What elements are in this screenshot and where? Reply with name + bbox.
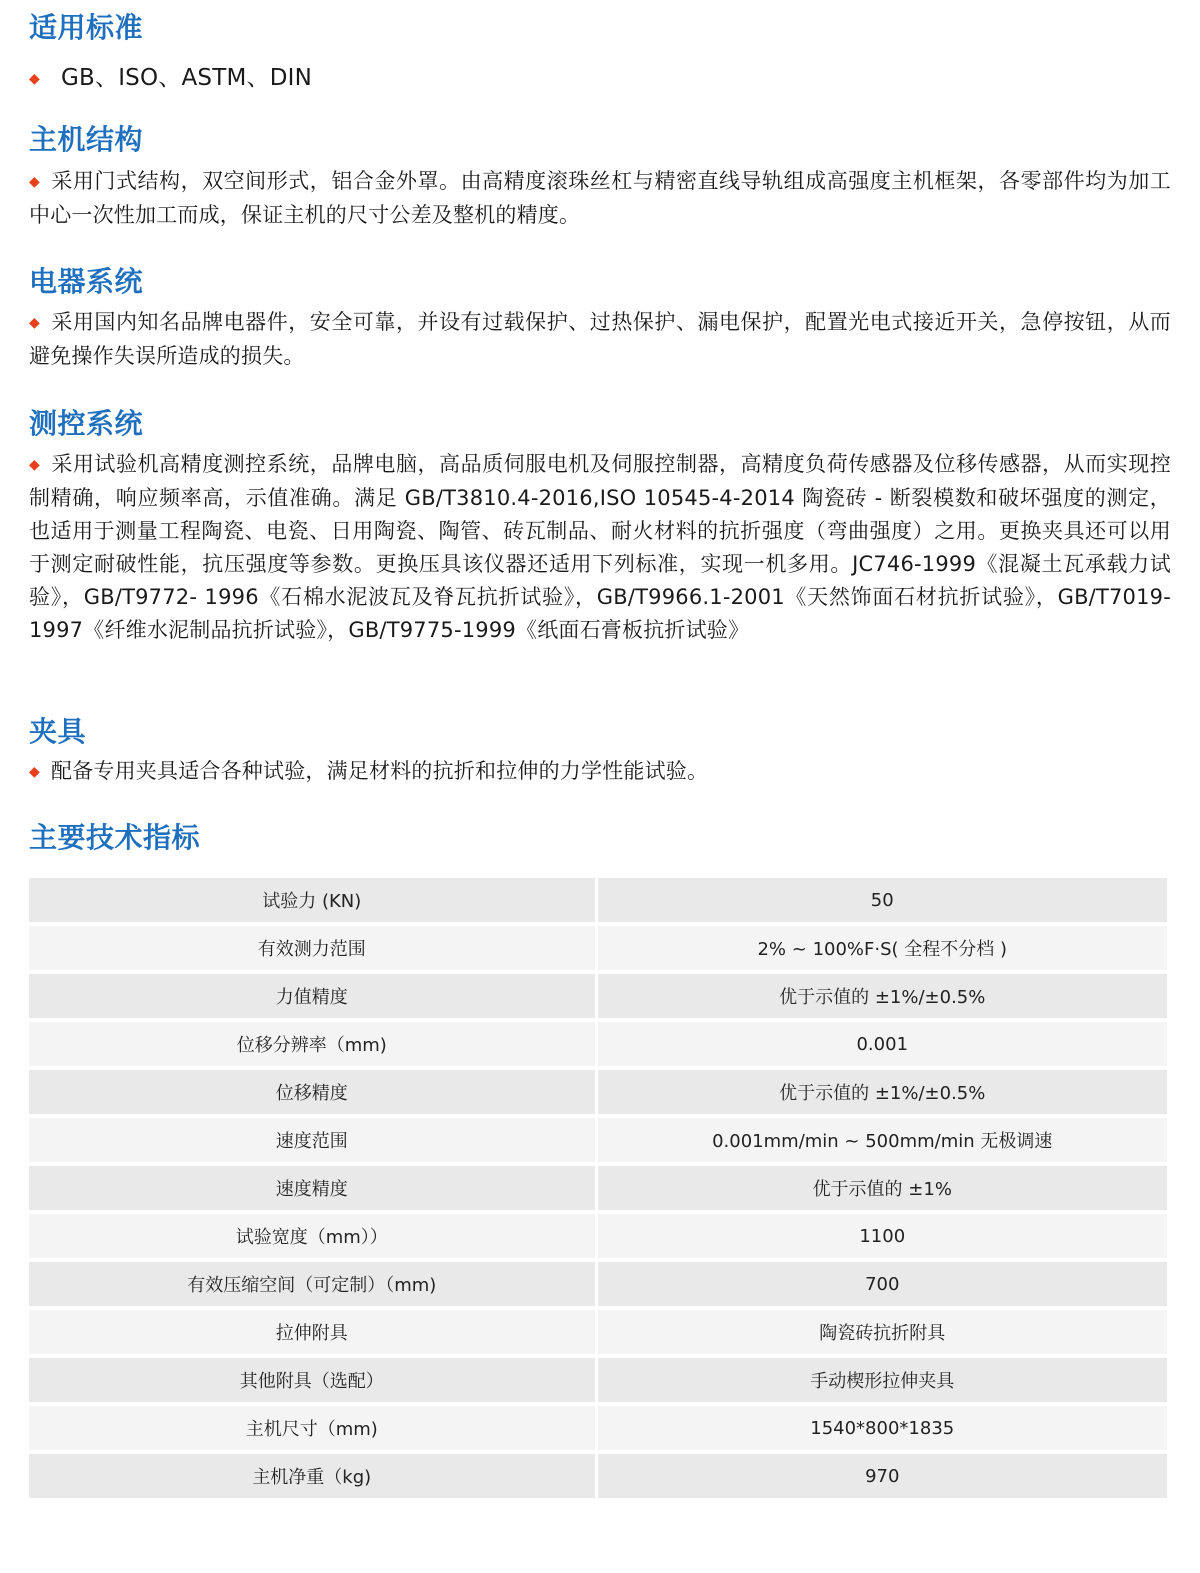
spec-value: 1540*800*1835 — [596, 1404, 1167, 1452]
spec-label: 位移精度 — [29, 1068, 596, 1116]
spec-label: 速度精度 — [29, 1164, 596, 1212]
spec-value: 0.001mm/min ~ 500mm/min 无极调速 — [596, 1116, 1167, 1164]
spec-value: 1100 — [596, 1212, 1167, 1260]
table-row — [29, 1212, 1167, 1260]
standards-heading: 适用标准 — [29, 11, 144, 44]
spec-label: 主机净重（kg) — [29, 1452, 596, 1500]
spec-value: 手动楔形拉伸夹具 — [596, 1356, 1167, 1404]
table-row — [29, 1404, 1167, 1452]
spec-label: 速度范围 — [29, 1116, 596, 1164]
control-description: 采用试验机高精度测控系统，品牌电脑，高品质伺服电机及伺服控制器，高精度负荷传感器及位移传感器，从而实现控制精确，响应频率高，示值准确。满足 GB/T3810.4-2016,ISO 10545-4-2014 陶瓷砖 - 断裂模数和破坏强度的测定，也适用于测量工程陶瓷、电瓷、日用陶瓷、陶管、砖瓦制品、耐火材料的抗折强度（弯曲强度）之用。更换夹具还可以用于测定耐破性能，抗压强度等参数。更换压具该仪器还适用下列标准，实现一机多用。JC746-1999《混凝土瓦承载力试验》，GB/T9772- 1996《石棉水泥波瓦及脊瓦抗折试验》，GB/T9966.1-2001《天然饰面石材抗折试验》，GB/T7019-1997《纤维水泥制品抗折试验》，GB/T9775-1999《纸面石膏板抗折试验》 — [29, 452, 1171, 642]
spec-value: 陶瓷砖抗折附具 — [596, 1308, 1167, 1356]
frame-description: 采用门式结构，双空间形式，铝合金外罩。由高精度滚珠丝杠与精密直线导轨组成高强度主机框架，各零部件均为加工中心一次性加工而成，保证主机的尺寸公差及整机的精度。 — [29, 169, 1171, 227]
spec-value: 优于示值的 ±1%/±0.5% — [596, 1068, 1167, 1116]
fixture-heading: 夹具 — [29, 715, 87, 748]
table-row — [29, 1116, 1167, 1164]
bullet-diamond-icon: ◆ — [29, 71, 40, 87]
spec-value: 970 — [596, 1452, 1167, 1500]
electrical-heading: 电器系统 — [29, 265, 144, 298]
frame-text — [29, 165, 1171, 232]
spec-label: 试验力 (KN) — [29, 878, 596, 924]
spec-value: 优于示值的 ±1% — [596, 1164, 1167, 1212]
bullet-diamond-icon: ◆ — [29, 457, 40, 473]
spec-value: 700 — [596, 1260, 1167, 1308]
table-row — [29, 878, 1167, 924]
electrical-text — [29, 306, 1171, 373]
bullet-diamond-icon: ◆ — [29, 315, 40, 331]
bullet-diamond-icon: ◆ — [29, 174, 40, 190]
specs-heading: 主要技术指标 — [29, 821, 201, 854]
electrical-description: 采用国内知名品牌电器件，安全可靠，并设有过载保护、过热保护、漏电保护，配置光电式接近开关，急停按钮，从而避免操作失误所造成的损失。 — [29, 310, 1171, 368]
spec-value: 优于示值的 ±1%/±0.5% — [596, 972, 1167, 1020]
spec-label: 拉伸附具 — [29, 1308, 596, 1356]
table-row — [29, 1356, 1167, 1404]
table-row — [29, 924, 1167, 972]
bullet-diamond-icon: ◆ — [29, 764, 40, 780]
table-row — [29, 1068, 1167, 1116]
table-row — [29, 972, 1167, 1020]
control-heading: 测控系统 — [29, 407, 144, 440]
spec-value: 0.001 — [596, 1020, 1167, 1068]
standards-list: GB、ISO、ASTM、DIN — [61, 65, 313, 91]
spec-label: 主机尺寸（mm) — [29, 1404, 596, 1452]
spec-value: 50 — [596, 878, 1167, 924]
spec-table — [29, 878, 1167, 1502]
control-text — [29, 448, 1171, 647]
spec-label: 有效测力范围 — [29, 924, 596, 972]
standards-text — [29, 62, 1171, 96]
spec-label: 位移分辨率（mm) — [29, 1020, 596, 1068]
spec-value: 2% ~ 100%F·S( 全程不分档 ) — [596, 924, 1167, 972]
fixture-text — [29, 755, 1171, 789]
table-row — [29, 1308, 1167, 1356]
frame-heading: 主机结构 — [29, 123, 144, 156]
fixture-description: 配备专用夹具适合各种试验，满足材料的抗折和拉伸的力学性能试验。 — [51, 759, 709, 783]
spec-label: 力值精度 — [29, 972, 596, 1020]
table-row — [29, 1260, 1167, 1308]
table-row — [29, 1164, 1167, 1212]
table-row — [29, 1452, 1167, 1500]
spec-label: 其他附具（选配） — [29, 1356, 596, 1404]
spec-label: 有效压缩空间（可定制）（mm) — [29, 1260, 596, 1308]
spec-label: 试验宽度（mm）） — [29, 1212, 596, 1260]
table-row — [29, 1020, 1167, 1068]
